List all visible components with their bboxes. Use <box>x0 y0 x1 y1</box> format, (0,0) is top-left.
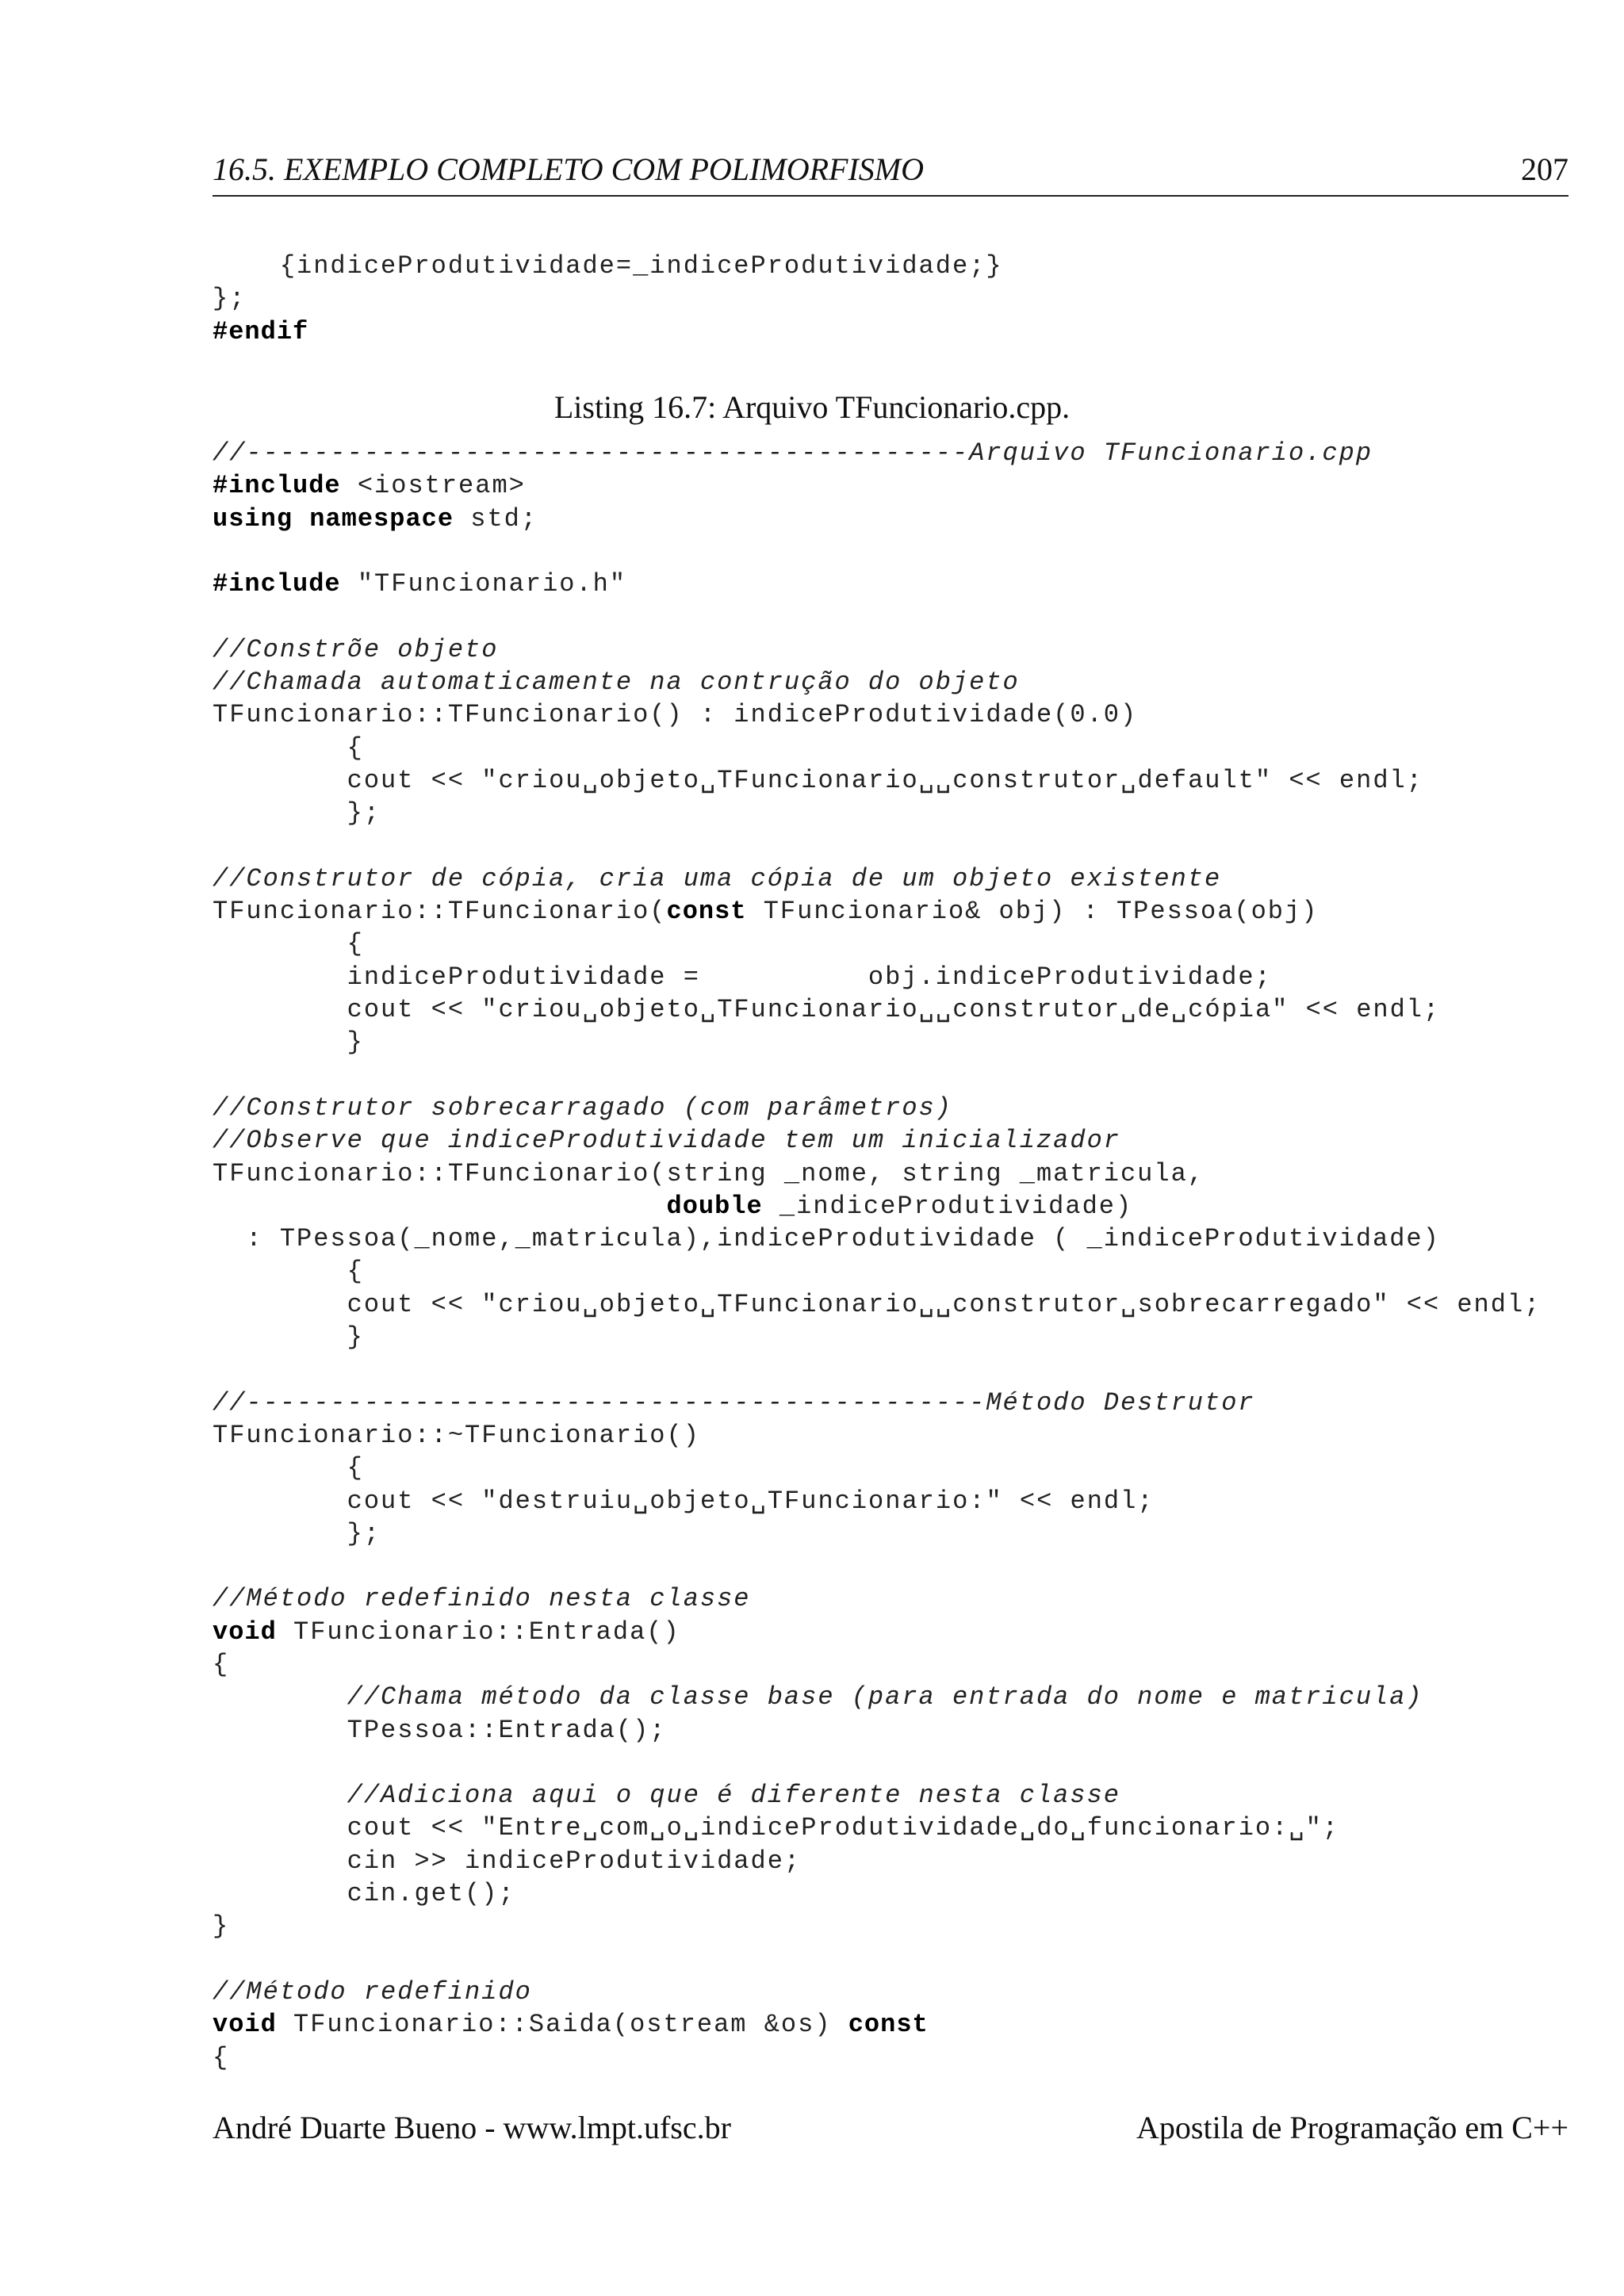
code-text: }; <box>213 1518 381 1548</box>
code-text: { <box>213 733 364 763</box>
code-comment: //Construtor sobrecarragado (com parâmetros) <box>213 1093 952 1123</box>
code-line <box>213 2008 1541 2041</box>
code-text: {indiceProdutividade=_indiceProdutividade;} <box>213 251 1003 281</box>
code-keyword: double <box>666 1191 763 1221</box>
code-text: TFuncionario::Entrada() <box>276 1617 680 1647</box>
code-line <box>213 1255 1541 1288</box>
code-comment: //-------------------------------------------Arquivo TFuncionario.cpp <box>213 438 1373 468</box>
code-text: cin.get(); <box>213 1879 515 1909</box>
code-line <box>213 1321 1541 1353</box>
code-comment: //Chamada automaticamente na contrução do objeto <box>213 668 1020 698</box>
code-line <box>213 282 1003 315</box>
code-line <box>213 1976 1541 2008</box>
code-line <box>213 469 1541 502</box>
code-keyword: namespace <box>309 503 454 534</box>
code-line <box>213 764 1541 797</box>
code-comment: //Construtor de cópia, cria uma cópia de um objeto existente <box>213 863 1222 894</box>
code-keyword: #include <box>213 569 341 599</box>
code-line <box>213 797 1541 829</box>
code-text <box>213 1192 666 1221</box>
code-keyword: using <box>213 503 293 534</box>
code-line <box>213 1779 1541 1812</box>
code-text: TFuncionario::TFuncionario() : indiceProdutividade(0.0) <box>213 700 1138 730</box>
code-comment: //Chama método da classe base (para entrada do nome e matricula) <box>347 1682 1423 1712</box>
code-text: } <box>213 1322 364 1353</box>
code-text: { <box>213 1257 364 1287</box>
code-text: TFuncionario& obj) : TPessoa(obj) <box>746 897 1319 927</box>
code-comment: //Método redefinido <box>213 1976 532 2007</box>
code-keyword: void <box>213 2010 277 2040</box>
code-text: TFuncionario::TFuncionario(string _nome, string _matricula, <box>213 1158 1205 1188</box>
code-line <box>213 600 1541 633</box>
code-text: cout << "destruiu␣objeto␣TFuncionario:" << endl; <box>213 1486 1155 1516</box>
code-line <box>213 1681 1541 1713</box>
code-line <box>213 1124 1541 1157</box>
code-line <box>213 633 1541 666</box>
code-line <box>213 568 1541 600</box>
code-line <box>213 1910 1541 1942</box>
code-line <box>213 1616 1541 1648</box>
code-line <box>213 316 1003 348</box>
code-text: } <box>213 1911 230 1942</box>
code-line <box>213 895 1541 928</box>
listing-caption: Listing 16.7: Arquivo TFuncionario.cpp. <box>553 389 1071 425</box>
code-line <box>213 437 1541 469</box>
code-line <box>213 993 1541 1026</box>
code-line <box>213 1517 1541 1550</box>
code-listing-tfuncionario-cpp <box>213 437 1541 2074</box>
section-title: 16.5. EXEMPLO COMPLETO COM POLIMORFISMO <box>213 151 924 187</box>
code-line <box>213 1812 1541 1844</box>
code-line <box>213 1877 1541 1910</box>
code-text: cout << "Entre␣com␣o␣indiceProdutividade␣do␣funcionario:␣"; <box>213 1813 1339 1843</box>
code-line <box>213 1092 1541 1124</box>
code-line <box>213 732 1541 764</box>
code-keyword: const <box>848 2010 929 2040</box>
code-line <box>213 1714 1541 1747</box>
code-text: std; <box>454 503 538 534</box>
code-line <box>213 1648 1541 1681</box>
code-line <box>213 1485 1541 1517</box>
code-comment: //Adiciona aqui o que é diferente nesta classe <box>347 1781 1120 1811</box>
code-text: cin >> indiceProdutividade; <box>213 1846 802 1876</box>
code-line <box>213 1582 1541 1615</box>
code-line <box>213 863 1541 895</box>
code-line <box>213 1158 1541 1190</box>
code-line <box>213 535 1541 568</box>
code-comment: //Observe que indiceProdutividade tem um inicializador <box>213 1126 1120 1156</box>
code-line <box>213 2042 1541 2074</box>
code-text: { <box>213 929 364 959</box>
code-line <box>213 1059 1541 1092</box>
code-text <box>213 1682 347 1712</box>
code-keyword: #include <box>213 471 341 501</box>
code-text: { <box>213 2042 230 2072</box>
code-text: TPessoa::Entrada(); <box>213 1715 667 1745</box>
code-line <box>213 1387 1541 1419</box>
code-line <box>213 1845 1541 1877</box>
code-text: TFuncionario::Saida(ostream &os) <box>276 2010 848 2040</box>
footer-book-title: Apostila de Programação em C++ <box>1136 2110 1568 2145</box>
code-text: TFuncionario::TFuncionario( <box>213 897 667 927</box>
code-text: }; <box>213 284 247 314</box>
code-comment: //Método redefinido nesta classe <box>213 1584 751 1614</box>
page-header <box>213 151 1568 197</box>
code-line <box>213 1747 1541 1779</box>
code-line <box>213 698 1541 731</box>
code-text: : TPessoa(_nome,_matricula),indiceProdutividade ( _indiceProdutividade) <box>213 1224 1440 1254</box>
code-text: _indiceProdutividade) <box>762 1191 1133 1221</box>
code-text: TFuncionario::~TFuncionario() <box>213 1420 700 1450</box>
code-comment: //--------------------------------------------Método Destrutor <box>213 1387 1255 1418</box>
code-text: cout << "criou␣objeto␣TFuncionario␣␣construtor␣de␣cópia" << endl; <box>213 995 1441 1025</box>
code-text: { <box>213 1453 364 1483</box>
code-line <box>213 1550 1541 1582</box>
code-line <box>213 830 1541 863</box>
code-line <box>213 666 1541 698</box>
code-text: cout << "criou␣objeto␣TFuncionario␣␣construtor␣default" << endl; <box>213 765 1423 795</box>
code-line <box>213 1223 1541 1255</box>
code-text: } <box>213 1027 364 1058</box>
code-line <box>213 961 1541 993</box>
code-line <box>213 250 1003 282</box>
code-text: }; <box>213 798 381 828</box>
code-text: "TFuncionario.h" <box>340 569 627 599</box>
code-text: <iostream> <box>340 471 526 501</box>
code-line <box>213 1452 1541 1484</box>
page-footer <box>213 2109 1568 2156</box>
footer-author: André Duarte Bueno - www.lmpt.ufsc.br <box>213 2110 731 2145</box>
code-text: indiceProdutividade = obj.indiceProdutividade; <box>213 962 1272 992</box>
code-line <box>213 928 1541 960</box>
code-text: cout << "criou␣objeto␣TFuncionario␣␣construtor␣sobrecarregado" << endl; <box>213 1289 1542 1319</box>
code-keyword: void <box>213 1617 277 1647</box>
code-text: { <box>213 1649 230 1679</box>
code-line <box>213 1419 1541 1452</box>
code-line <box>213 1026 1541 1058</box>
code-line <box>213 1943 1541 1976</box>
code-line <box>213 1190 1541 1223</box>
code-block-continued <box>213 250 1003 348</box>
code-line <box>213 1353 1541 1386</box>
code-keyword: const <box>666 897 747 927</box>
code-line <box>213 1288 1541 1321</box>
page-number: 207 <box>1521 151 1568 187</box>
code-text <box>293 504 309 534</box>
code-keyword: #endif <box>213 316 309 346</box>
code-text <box>213 1781 347 1810</box>
code-comment: //Constrõe objeto <box>213 634 499 664</box>
code-line <box>213 503 1541 535</box>
